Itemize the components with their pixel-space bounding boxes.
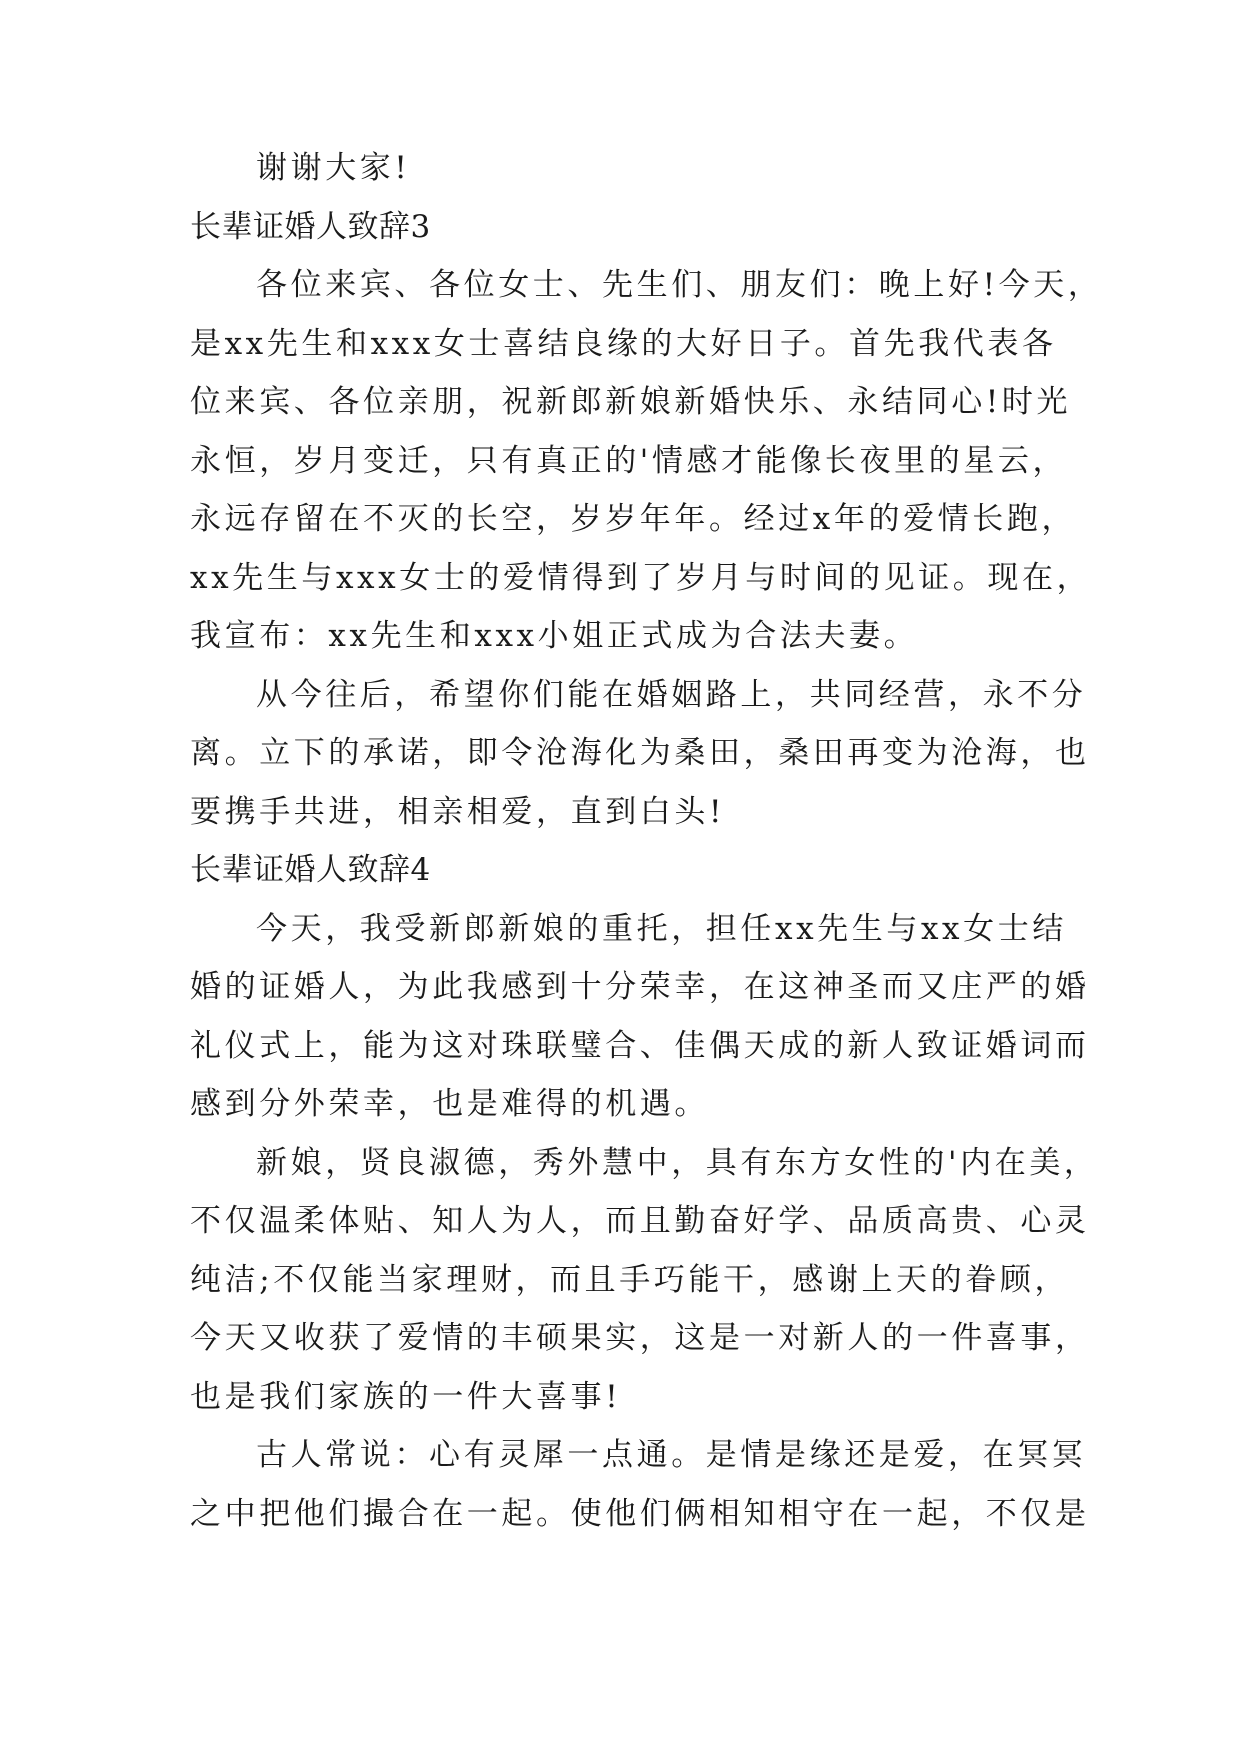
section-heading: 长辈证婚人致辞4 [190, 852, 431, 888]
text-line: 感到分外荣幸，也是难得的机遇。 [190, 1086, 709, 1122]
text-line: 位来宾、各位亲朋，祝新郎新娘新婚快乐、永结同心!时光 [190, 384, 1072, 420]
text-line: 谢谢大家! [256, 150, 411, 186]
text-line: 新娘，贤良淑德，秀外慧中，具有东方女性的'内在美， [256, 1145, 1099, 1181]
text-line: 离。立下的承诺，即令沧海化为桑田，桑田再变为沧海，也 [190, 735, 1090, 771]
text-line: 也是我们家族的一件大喜事! [190, 1379, 622, 1415]
text-line: 我宣布：xx先生和xxx小姐正式成为合法夫妻。 [190, 618, 919, 654]
text-line: 永远存留在不灭的长空，岁岁年年。经过x年的爱情长跑， [190, 501, 1077, 537]
text-line: 纯洁;不仅能当家理财，而且手巧能干，感谢上天的眷顾， [190, 1262, 1070, 1298]
text-line: 礼仪式上，能为这对珠联璧合、佳偶天成的新人致证婚词而 [190, 1028, 1090, 1064]
text-line: 是xx先生和xxx女士喜结良缘的大好日子。首先我代表各 [190, 326, 1057, 362]
text-line: xx先生与xxx女士的爱情得到了岁月与时间的见证。现在， [190, 560, 1092, 596]
text-line: 今天，我受新郎新娘的重托，担任xx先生与xx女士结 [256, 911, 1067, 947]
text-line: 要携手共进，相亲相爱，直到白头! [190, 794, 726, 830]
text-line: 今天又收获了爱情的丰硕果实，这是一对新人的一件喜事， [190, 1320, 1090, 1356]
text-line: 婚的证婚人，为此我感到十分荣幸，在这神圣而又庄严的婚 [190, 969, 1090, 1005]
text-line: 古人常说：心有灵犀一点通。是情是缘还是爱，在冥冥 [256, 1437, 1087, 1473]
text-line: 永恒，岁月变迁，只有真正的'情感才能像长夜里的星云， [190, 443, 1068, 479]
text-line: 从今往后，希望你们能在婚姻路上，共同经营，永不分 [256, 677, 1087, 713]
text-line: 之中把他们撮合在一起。使他们俩相知相守在一起，不仅是 [190, 1496, 1090, 1532]
section-heading: 长辈证婚人致辞3 [190, 209, 431, 245]
text-line: 不仅温柔体贴、知人为人，而且勤奋好学、品质高贵、心灵 [190, 1203, 1090, 1239]
text-line: 各位来宾、各位女士、先生们、朋友们：晚上好!今天， [256, 267, 1103, 303]
